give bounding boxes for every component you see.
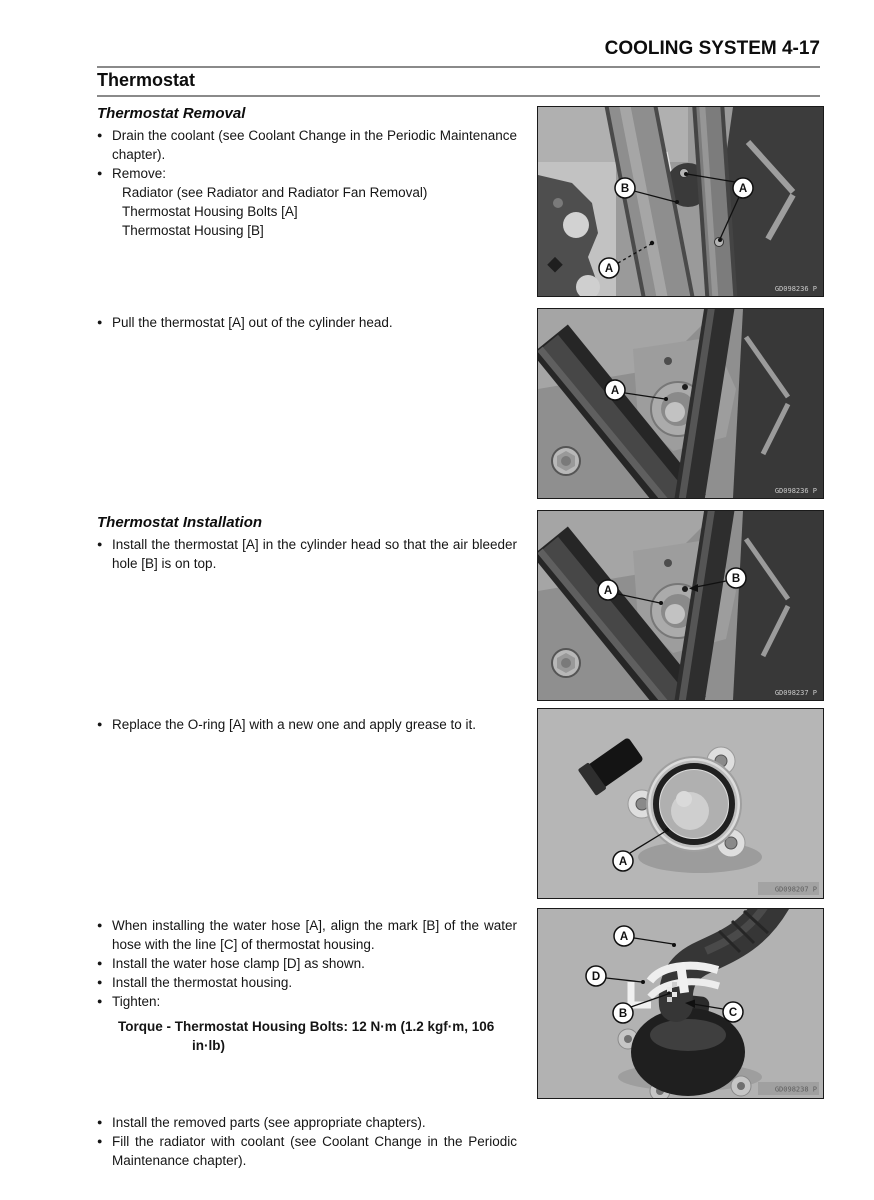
bullet-marker: ● (97, 168, 103, 178)
callout-label-A2 (599, 258, 619, 278)
list-item (97, 973, 517, 992)
removal-text-block (97, 104, 517, 240)
vertical-tube (702, 107, 722, 296)
sub-list-item: Radiator (see Radiator and Radiator Fan Removal) (122, 185, 428, 200)
callout-letter: A (738, 183, 748, 195)
callout-label-B (615, 178, 635, 198)
callout-label-B (613, 1003, 633, 1023)
section-title: Thermostat (97, 70, 196, 90)
bullet-marker: ● (97, 996, 103, 1006)
callout-letter: D (591, 971, 601, 983)
callout-label-A (613, 851, 633, 871)
torque-spec-line2: in·lb) (192, 1038, 225, 1053)
list-item (97, 992, 517, 1011)
list-item-text: Replace the O-ring [A] with a new one and apply grease to it. (112, 717, 476, 732)
photo-housing-location (538, 107, 823, 296)
callout-letter: B (618, 1008, 628, 1020)
list-item-text: Install the removed parts (see appropriate chapters). (112, 1115, 426, 1130)
torque-spec (118, 1017, 517, 1055)
pull-text-block (97, 313, 517, 332)
callout-letter: B (620, 183, 630, 195)
photo-code: GD098237 P (774, 689, 817, 697)
sub-list-item: Thermostat Housing Bolts [A] (122, 204, 298, 219)
callout-label-A (605, 380, 625, 400)
callout-letter: C (728, 1007, 738, 1019)
list-item-text: Remove: (112, 166, 167, 181)
bullet-marker: ● (97, 920, 103, 930)
callout-letter: A (604, 263, 614, 275)
torque-spec-line1: Torque - Thermostat Housing Bolts: 12 N·m (1.2 kgf·m, 106 (118, 1019, 495, 1034)
bullet-marker: ● (97, 317, 103, 327)
removal-heading: Thermostat Removal (97, 105, 246, 122)
photo-water-hose (538, 909, 823, 1098)
frame-bolt (552, 649, 580, 677)
list-item-text: Fill the radiator with coolant (see Coolant Change in the Periodic Maintenance chapter). (112, 1134, 517, 1168)
list-item-text: Install the thermostat housing. (112, 975, 293, 990)
photo-code: GD098238 P (774, 1085, 817, 1094)
photo-code: GD098236 P (774, 285, 817, 293)
frame-bolt (552, 447, 580, 475)
figure-oring-housing (537, 708, 824, 899)
callout-label-D (586, 966, 606, 986)
installation-text-block (97, 513, 517, 573)
list-item (97, 126, 517, 164)
bullet-marker: ● (97, 1117, 103, 1127)
photo-code: GD098236 P (774, 487, 817, 495)
installation-heading: Thermostat Installation (97, 514, 263, 531)
thermostat-shape (665, 604, 685, 624)
section-rule (97, 95, 820, 97)
sub-list-item: Thermostat Housing [B] (122, 223, 264, 238)
list-item (97, 313, 517, 332)
callout-letter: B (731, 573, 741, 585)
figure-water-hose-alignment (537, 908, 824, 1099)
list-item (97, 1113, 517, 1132)
figure-thermostat-housing-location (537, 106, 824, 297)
list-item-text: When installing the water hose [A], align the mark [B] of the water hose with the line [C] of thermostat housing. (112, 918, 517, 952)
figure-thermostat-install (537, 510, 824, 701)
list-item-text: Tighten: (112, 994, 161, 1009)
bullet-marker: ● (97, 130, 103, 140)
figure-thermostat-pull (537, 308, 824, 499)
bullet-marker: ● (97, 958, 103, 968)
callout-letter: A (618, 856, 628, 868)
bullet-marker: ● (97, 539, 103, 549)
list-item (97, 715, 517, 734)
final-text-block (97, 1113, 517, 1170)
list-item-text: Drain the coolant (see Coolant Change in the Periodic Maintenance chapter). (112, 128, 517, 162)
list-item-text: Install the thermostat [A] in the cylinder head so that the air bleeder hole [B] is on top. (112, 537, 517, 571)
header-rule (97, 66, 820, 68)
bullet-marker: ● (97, 1136, 103, 1146)
callout-label-A (598, 580, 618, 600)
callout-label-C (723, 1002, 743, 1022)
photo-oring-housing (538, 709, 823, 898)
thermostat-shape (665, 402, 685, 422)
list-item-text: Pull the thermostat [A] out of the cylinder head. (112, 315, 393, 330)
air-bleeder-hole (682, 586, 688, 592)
list-item (97, 1132, 517, 1170)
callout-label-A (733, 178, 753, 198)
list-item-text: Install the water hose clamp [D] as shown. (112, 956, 365, 971)
page-header-title: COOLING SYSTEM 4-17 (604, 38, 820, 59)
callout-letter: A (603, 585, 613, 597)
list-item (97, 535, 517, 573)
photo-thermostat-install (538, 511, 823, 700)
list-item (97, 916, 517, 954)
bullet-marker: ● (97, 719, 103, 729)
list-item (97, 164, 517, 183)
list-item (97, 954, 517, 973)
callout-label-B (726, 568, 746, 588)
hose-text-block (97, 916, 517, 1055)
callout-letter: A (619, 931, 629, 943)
callout-letter: A (610, 385, 620, 397)
photo-code: GD098207 P (774, 885, 817, 894)
callout-label-A (614, 926, 634, 946)
bullet-marker: ● (97, 977, 103, 987)
photo-thermostat-pull (538, 309, 823, 498)
oring-text-block (97, 715, 517, 734)
